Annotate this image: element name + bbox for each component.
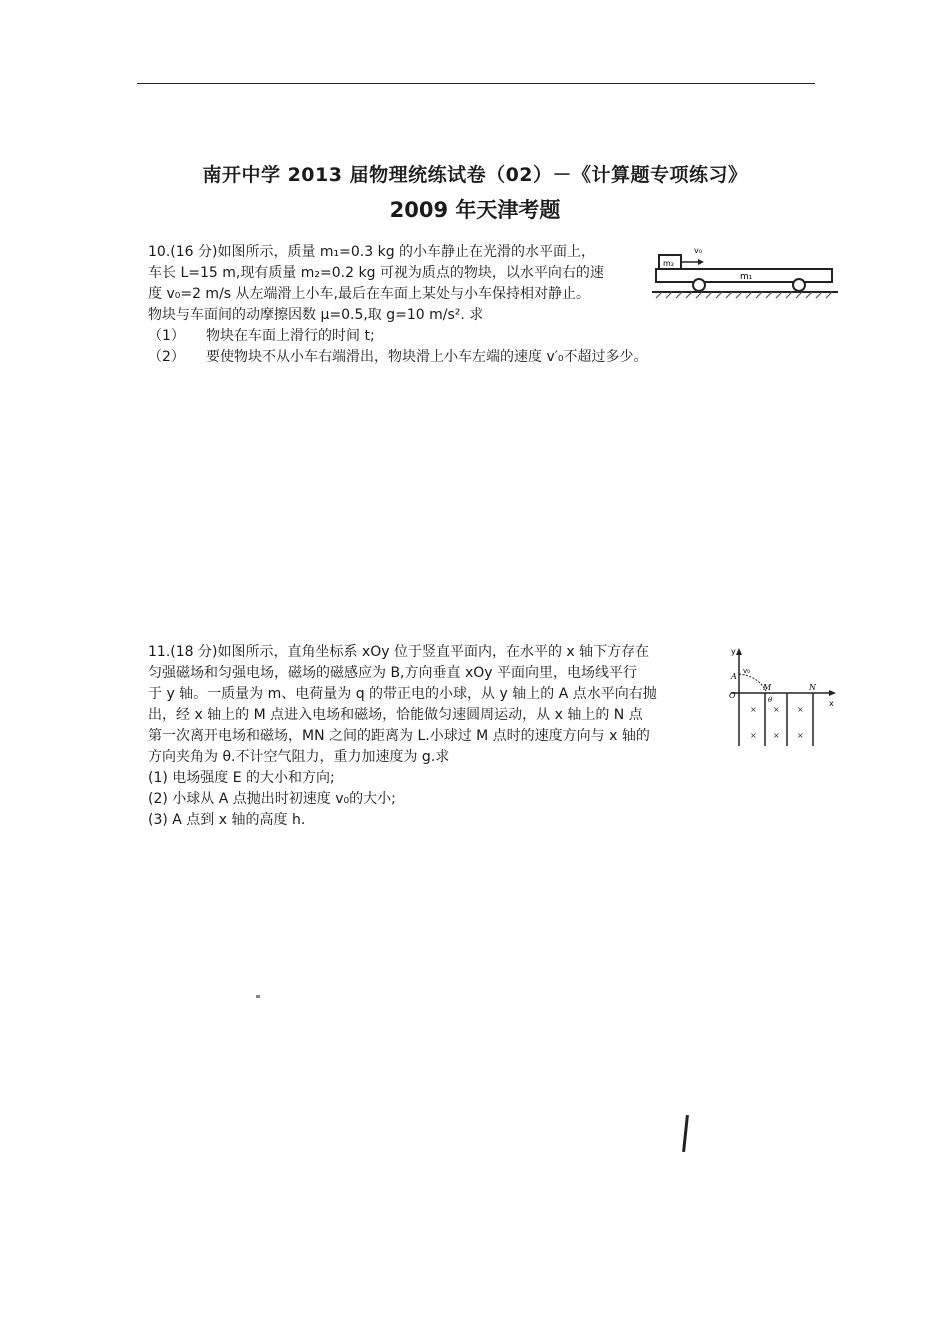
q11-line-6: 方向夹角为 θ.不计空气阻力，重力加速度为 g.求 <box>148 749 450 765</box>
q10-line-1: 10.(16 分)如图所示，质量 m₁=0.3 kg 的小车静止在光滑的水平面上， <box>148 244 596 260</box>
q10-line-4: 物块与车面间的动摩擦因数 μ=0.5,取 g=10 m/s². 求 <box>148 307 484 323</box>
field-mark: × <box>797 705 804 714</box>
velocity-arrowhead <box>698 259 704 265</box>
q10-line-2: 车长 L=15 m,现有质量 m₂=0.2 kg 可视为质点的物块，以水平向右的速 <box>148 265 604 281</box>
q10-sub-1-text: 物块在车面上滑行的时间 t; <box>206 328 375 344</box>
q10-sub-2-label: （2） <box>148 349 185 365</box>
q11-line-5: 第一次离开电场和磁场，MN 之间的距离为 L.小球过 M 点时的速度方向与 x 轴的 <box>148 728 650 744</box>
q11-sub-2: (2) 小球从 A 点抛出时初速度 v₀的大小; <box>148 791 396 807</box>
page-title: 南开中学 2013 届物理统练试卷（02）－《计算题专项练习》 <box>202 164 748 186</box>
q11-sub-1: (1) 电场强度 E 的大小和方向; <box>148 770 335 786</box>
q11-line-4: 出，经 x 轴上的 M 点进入电场和磁场，恰能做匀速圆周运动，从 x 轴上的 N 点 <box>148 707 643 723</box>
scan-speck <box>256 995 260 998</box>
theta-label: θ <box>768 696 773 704</box>
velocity-label: v₀ <box>694 246 702 255</box>
field-mark: × <box>750 731 757 740</box>
y-axis-arrow <box>736 648 742 655</box>
wheel-right <box>793 279 805 291</box>
q11-line-2: 匀强磁场和匀强电场，磁场的磁感应为 B,方向垂直 xOy 平面向里，电场线平行 <box>148 665 637 681</box>
question-11 <box>148 642 657 831</box>
q10-sub-2-text: 要使物块不从小车右端滑出，物块滑上小车左端的速度 v′₀不超过多少。 <box>206 349 648 365</box>
wheel-left <box>693 279 705 291</box>
field-mark: × <box>750 705 757 714</box>
cart-label: m₁ <box>740 272 753 282</box>
q10-sub-1-label: （1） <box>148 328 185 344</box>
point-m-label: M <box>763 683 772 692</box>
y-axis-label: y <box>731 647 736 656</box>
x-axis-arrow <box>829 690 836 696</box>
q10-cart-figure <box>652 244 838 302</box>
field-mark: × <box>797 731 804 740</box>
q10-line-3: 度 v₀=2 m/s 从左端滑上小车,最后在车面上某处与小车保持相对静止。 <box>148 286 590 302</box>
q11-line-3: 于 y 轴。一质量为 m、电荷量为 q 的带正电的小球，从 y 轴上的 A 点水平向右抛 <box>148 686 657 702</box>
q11-line-1: 11.(18 分)如图所示，直角坐标系 xOy 位于竖直平面内，在水平的 x 轴下方存在 <box>148 644 650 660</box>
point-a-label: A <box>731 672 737 681</box>
q10-sub-1 <box>148 326 648 347</box>
origin-label: O <box>729 691 736 700</box>
block-label: m₂ <box>663 259 674 268</box>
q10-sub-2 <box>148 347 648 368</box>
page-subtitle: 2009 年天津考题 <box>389 198 561 222</box>
header-rule <box>137 83 815 84</box>
field-mark: × <box>773 705 780 714</box>
q11-coordinate-figure <box>727 646 837 748</box>
question-10 <box>148 242 648 368</box>
q11-sub-3: (3) A 点到 x 轴的高度 h. <box>148 812 306 828</box>
field-mark: × <box>773 731 780 740</box>
x-axis-label: x <box>829 699 834 708</box>
velocity-v0-label: v₀ <box>743 667 750 675</box>
point-n-label: N <box>809 683 816 692</box>
pen-mark <box>682 1115 689 1152</box>
